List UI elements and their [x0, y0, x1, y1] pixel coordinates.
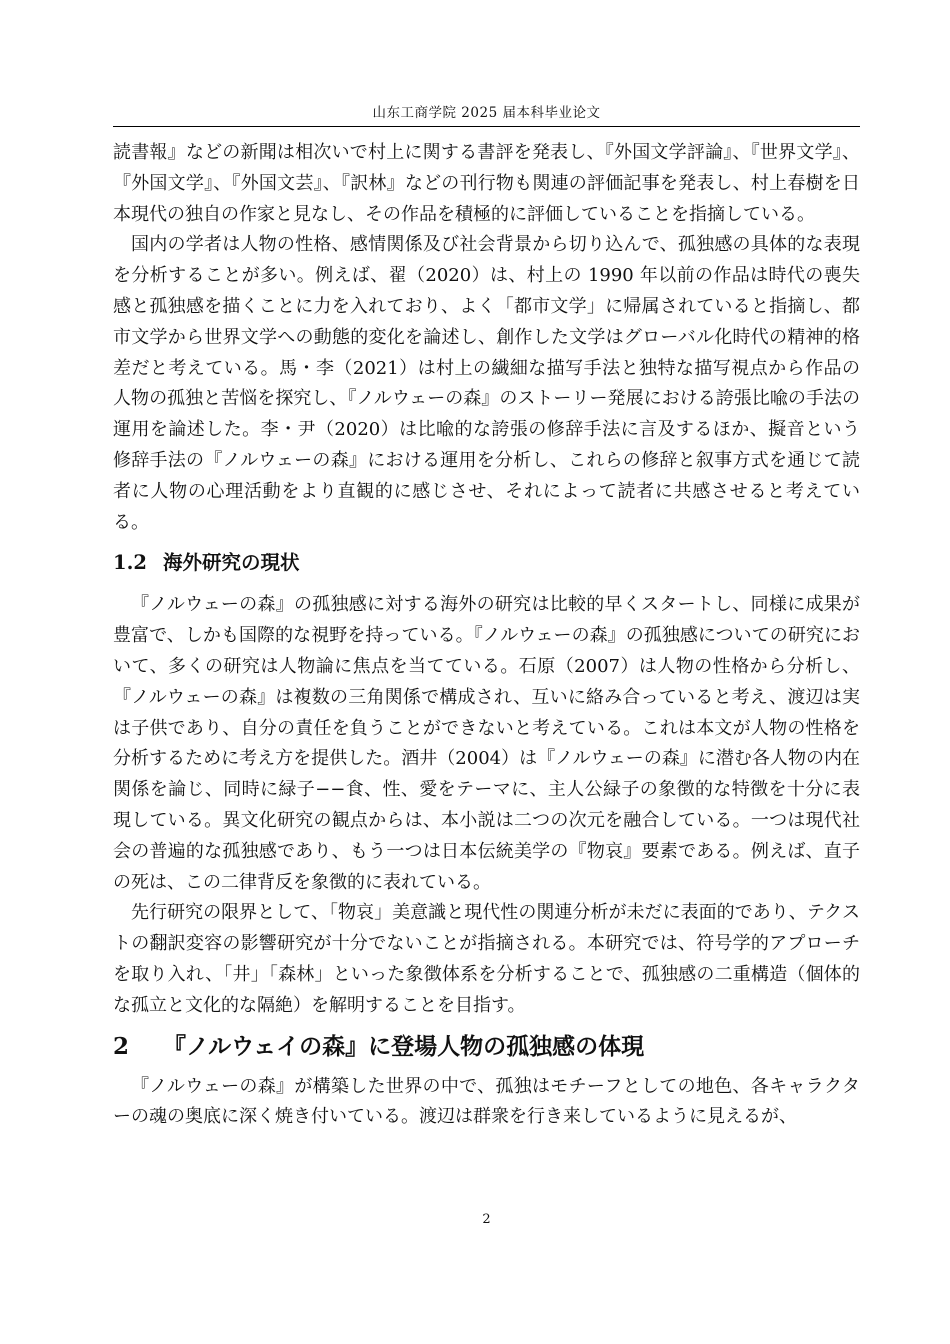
chapter-title: 『ノルウェイの森』に登場人物の孤独感の体現 [163, 1032, 645, 1060]
paragraph-research-limitations: 先行研究の限界として、「物哀」美意識と現代性の関連分析が未だに表面的であり、テクストの翻訳変容の影響研究が十分でないことが指摘される。本研究では、符号学的アプローチを取り入れ、「井」「森林」といった象徴体系を分析することで、孤独感の二重構造（個体的な孤立と文化的な隔絶）を解明することを目指す。 [113, 902, 860, 1016]
running-header: 山东工商学院 2025 届本科毕业论文 [372, 105, 601, 121]
section-number: 1.2 [113, 551, 147, 575]
section-heading-1-2 [113, 548, 860, 578]
paragraph-domestic-research: 国内の学者は人物の性格、感情関係及び社会背景から切り込んで、孤独感の具体的な表現を分析することが多い。例えば、翟（2020）は、村上の 1990 年以前の作品は時代の喪失感と孤独感を描くことに力を入れており、よく「都市文学」に帰属されていると指摘し、都市文学から世界文学への動態的変化を論述し、創作した文学はグローバル化時代の精神的格差だと考えている。馬・李（2021）は村上の繊細な描写手法と独特な描写視点から作品の人物の孤独と苦悩を探究し、『ノルウェーの森』のストーリー発展における誇張比喩の手法の運用を論述した。李・尹（2020）は比喩的な誇張の修辞手法に言及するほか、擬音という修辞手法の『ノルウェーの森』における運用を分析し、これらの修辞と叙事方式を通じて読者に人物の心理活動をより直観的に感じさせ、それによって読者に共感させると考えている。 [113, 234, 860, 533]
paragraph-chapter-intro: 『ノルウェーの森』が構築した世界の中で、孤独はモチーフとしての地色、各キャラクターの魂の奥底に深く焼き付いている。渡辺は群衆を行き来しているように見えるが、 [113, 1075, 860, 1128]
header-rule [113, 126, 860, 127]
paragraph-continued: 読書報』などの新聞は相次いで村上に関する書評を発表し、『外国文学評論』、『世界文学』、『外国文学』、『外国文芸』、『訳林』などの刊行物も関連の評価記事を発表し、村上春樹を日本現代の独自の作家と見なし、その作品を積極的に評価していることを指摘している。 [113, 142, 860, 225]
page-number: 2 [482, 1212, 491, 1227]
paragraph-overseas-research: 『ノルウェーの森』の孤独感に対する海外の研究は比較的早くスタートし、同様に成果が豊富で、しかも国際的な視野を持っている。『ノルウェーの森』の孤独感についての研究において、多くの研究は人物論に焦点を当てている。石原（2007）は人物の性格から分析し、『ノルウェーの森』は複数の三角関係で構成され、互いに絡み合っていると考え、渡辺は実は子供であり、自分の責任を負うことができないと考えている。これは本文が人物の性格を分析するために考え方を提供した。酒井（2004）は『ノルウェーの森』に潜む各人物の内在関係を論じ、同時に緑子−−食、性、愛をテーマに、主人公緑子の象徴的な特徴を十分に表現している。異文化研究の観点からは、本小説は二つの次元を融合している。一つは現代社会の普遍的な孤独感であり、もう一つは日本伝統美学の『物哀』要素である。例えば、直子の死は、この二律背反を象徴的に表れている。 [113, 594, 860, 893]
body-text [113, 138, 860, 1133]
chapter-number: 2 [113, 1032, 130, 1060]
chapter-heading-2 [113, 1030, 860, 1064]
section-title: 海外研究の現状 [163, 551, 300, 575]
